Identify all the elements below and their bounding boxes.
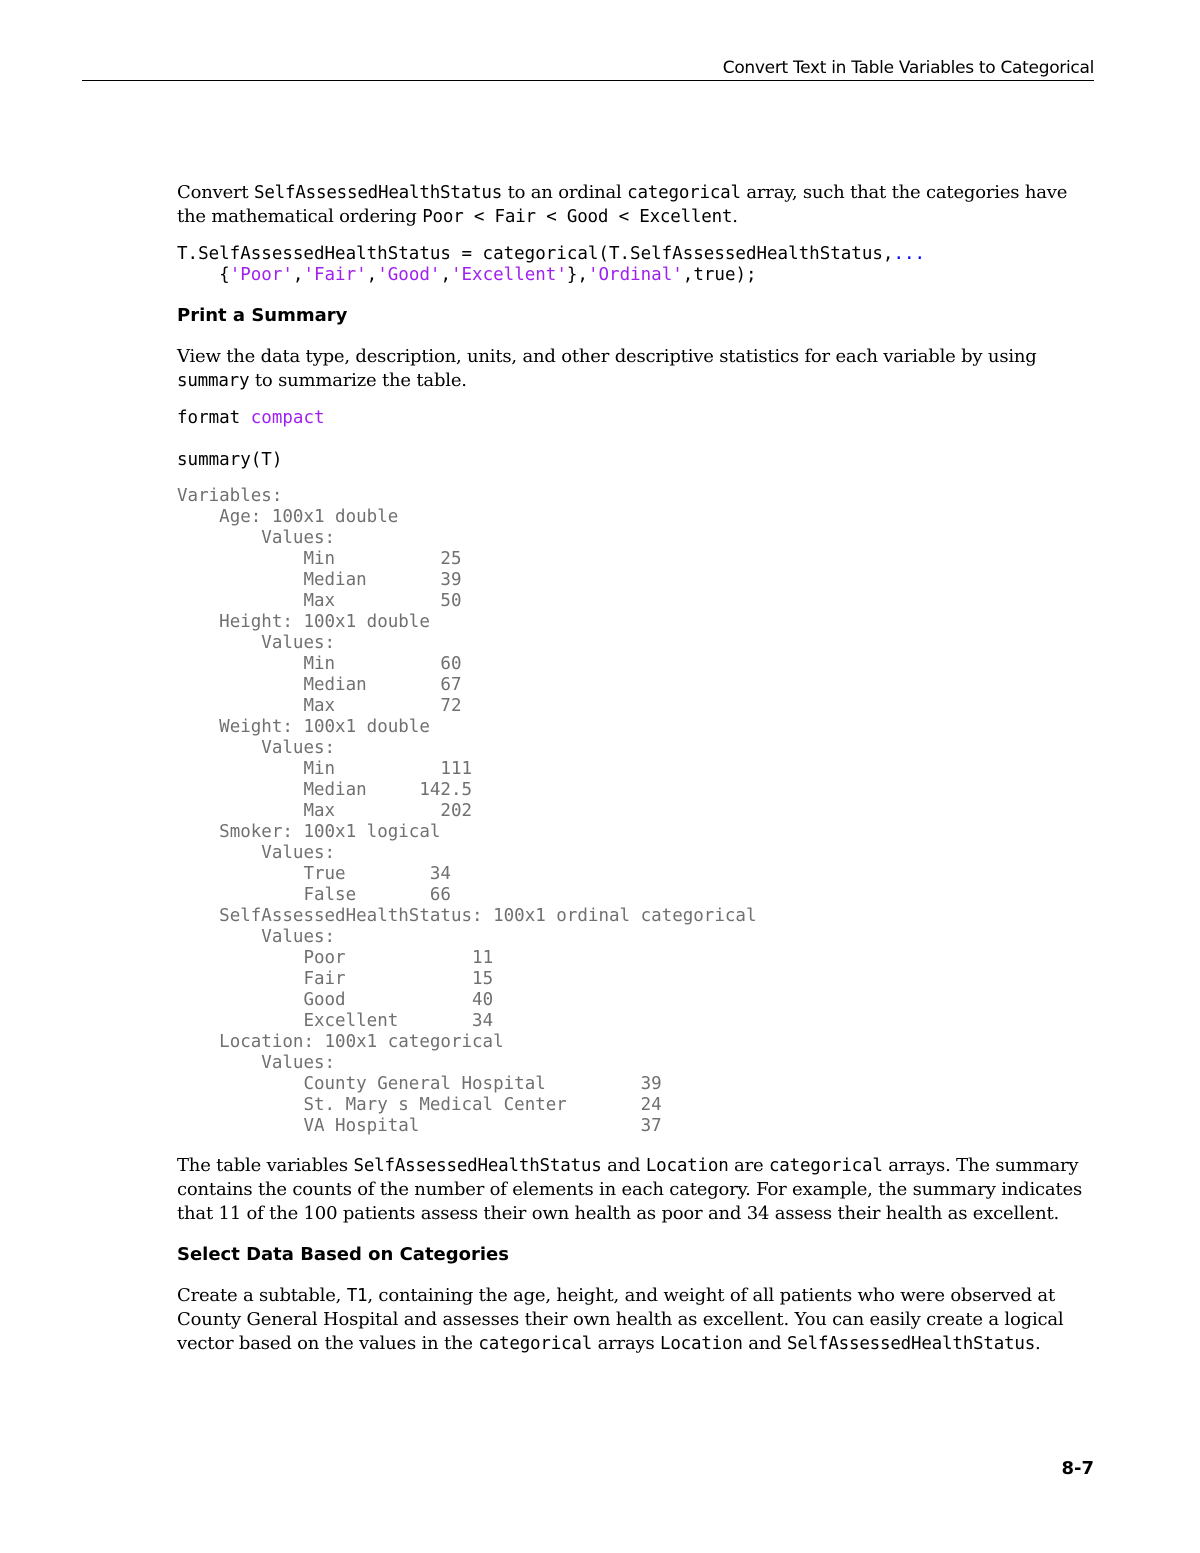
intro-paragraph: Convert SelfAssessedHealthStatus to an ordinal categorical array, such that the categories have the mathematical ordering Poor < Fair < Good < Excellent. xyxy=(177,182,1068,227)
page-content xyxy=(177,181,1097,1356)
explain-paragraph: The table variables SelfAssessedHealthStatus and Location are categorical arrays. The summary contains the counts of the number of elements in each category. For example, the summary indicates that 11 of the 100 patients assess their own health as poor and 34 assess their health as excellent. xyxy=(177,1155,1082,1224)
running-header xyxy=(82,58,1094,81)
code-summary-call: summary(T) xyxy=(177,450,283,470)
page-number: 8-7 xyxy=(1061,1458,1094,1479)
section-heading-print-summary: Print a Summary xyxy=(177,305,348,326)
section-heading-select-data: Select Data Based on Categories xyxy=(177,1244,509,1265)
select-paragraph: Create a subtable, T1, containing the age, height, and weight of all patients who were observed at County General Hospital and assesses their own health as excellent. You can easily create a logical vector based on the values in the categorical arrays Location and SelfAssessedHealthStatus. xyxy=(177,1285,1064,1354)
summary-intro-paragraph: View the data type, description, units, and other descriptive statistics for each variable by using summary to summarize the table. xyxy=(177,346,1037,391)
header-title: Convert Text in Table Variables to Categorical xyxy=(722,58,1094,78)
code-categorical-conversion: T.SelfAssessedHealthStatus = categorical(T.SelfAssessedHealthStatus,... {'Poor','Fair','Good','Excellent'},'Ordinal',true); xyxy=(177,244,926,285)
summary-output: Variables: Age: 100x1 double Values: Min 25 Median 39 Max 50 Height: 100x1 double Values: Min 60 Median 67 Max 72 Weight: 100x1 double Values: Min 111 Median 142.5 Max 202 Smoker: 100x1 logical Values: True 34 False 66 SelfAssessedHealthStatus: 100x1 ordinal categorical Values: Poor 11 Fair 15 Good 40 Excellent 34 Location: 100x1 categorical Values: County General Hospital 39 St. Mary s Medical Center 24 VA Hospital 37 xyxy=(177,486,757,1136)
code-format-compact: format compact xyxy=(177,408,325,428)
